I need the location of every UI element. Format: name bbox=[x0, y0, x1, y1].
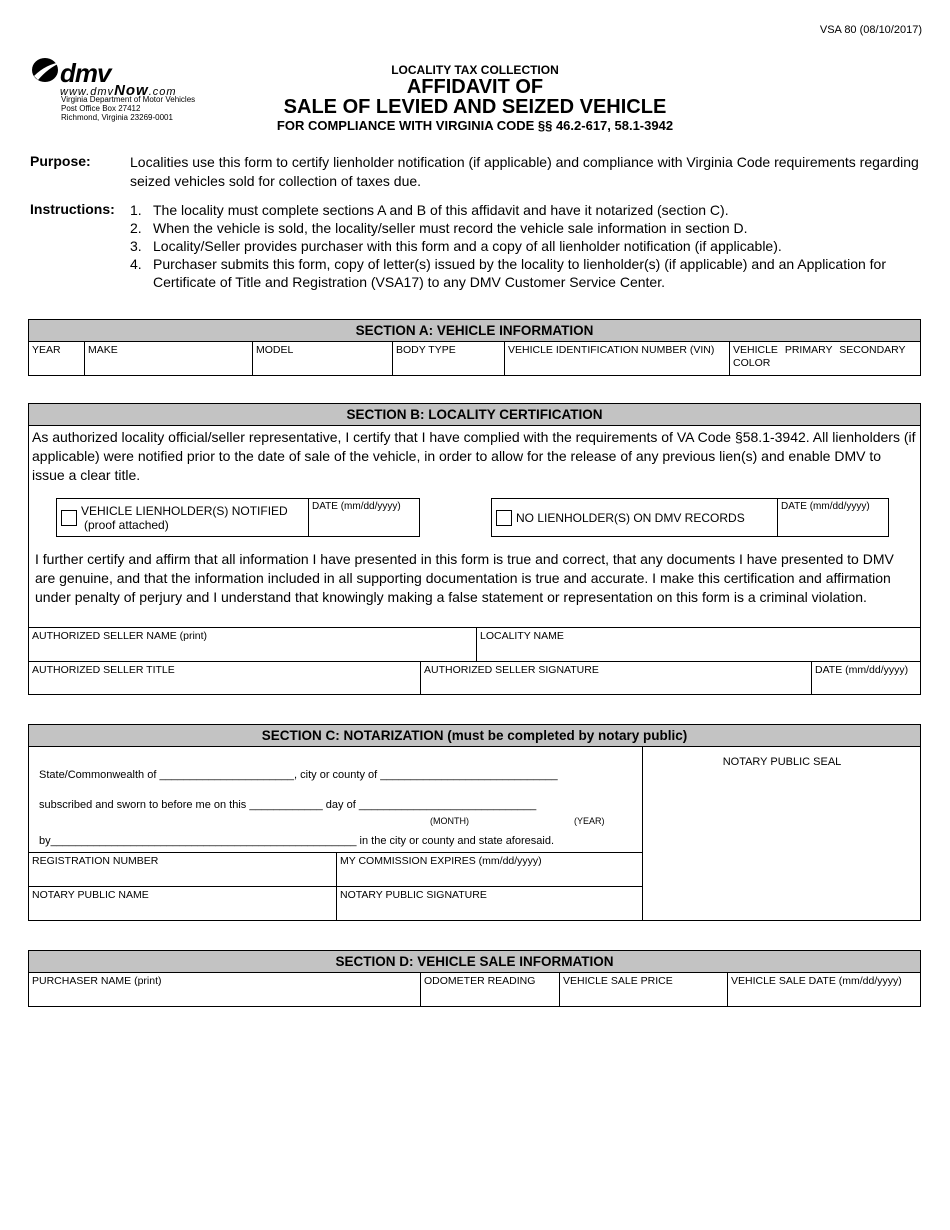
logo-address-line: Virginia Department of Motor Vehicles bbox=[61, 95, 196, 104]
seller-signature-field[interactable]: AUTHORIZED SELLER SIGNATURE bbox=[420, 662, 811, 695]
dmv-logo bbox=[30, 56, 230, 126]
form-code: VSA 80 (08/10/2017) bbox=[819, 24, 922, 36]
no-lienholder-date-field[interactable]: DATE (mm/dd/yyyy) bbox=[781, 501, 870, 512]
dmv-swoosh-icon bbox=[30, 56, 64, 86]
sale-date-field[interactable]: VEHICLE SALE DATE (mm/dd/yyyy) bbox=[727, 973, 920, 1007]
section-b bbox=[28, 403, 921, 695]
no-lienholder-option[interactable] bbox=[492, 499, 778, 536]
logo-address-line: Richmond, Virginia 23269-0001 bbox=[61, 113, 173, 122]
notary-name-field[interactable]: NOTARY PUBLIC NAME bbox=[32, 889, 149, 901]
locality-name-field[interactable]: LOCALITY NAME bbox=[476, 628, 920, 661]
purpose-label: Purpose: bbox=[30, 153, 91, 169]
section-c-title: SECTION C: NOTARIZATION (must be completed by notary public) bbox=[29, 725, 920, 747]
header-code: FOR COMPLIANCE WITH VIRGINIA CODE §§ 46.2-617, 58.1-3942 bbox=[276, 118, 674, 133]
section-d bbox=[28, 950, 921, 1007]
vin-field[interactable]: VEHICLE IDENTIFICATION NUMBER (VIN) bbox=[504, 342, 729, 376]
notary-signature-field[interactable]: NOTARY PUBLIC SIGNATURE bbox=[336, 887, 643, 921]
year-field[interactable]: YEAR bbox=[32, 344, 61, 356]
lienholder-notified-checkbox[interactable] bbox=[61, 510, 77, 526]
section-a bbox=[28, 319, 921, 376]
no-lienholder-label: NO LIENHOLDER(S) ON DMV RECORDS bbox=[516, 510, 745, 525]
seller-name-field[interactable]: AUTHORIZED SELLER NAME (print) bbox=[32, 630, 208, 642]
month-caption: (MONTH) bbox=[430, 816, 469, 826]
odometer-field[interactable]: ODOMETER READING bbox=[420, 973, 559, 1007]
section-a-title: SECTION A: VEHICLE INFORMATION bbox=[29, 320, 920, 342]
notary-state-line[interactable]: State/Commonwealth of ______________________, city or county of _____________________________ bbox=[39, 769, 558, 781]
registration-number-field[interactable]: REGISTRATION NUMBER bbox=[32, 855, 159, 867]
instruction-item: 3. Locality/Seller provides purchaser with this form and a copy of all lienholder notification (if applicable). bbox=[130, 238, 782, 254]
section-d-title: SECTION D: VEHICLE SALE INFORMATION bbox=[29, 951, 920, 973]
certification-text: As authorized locality official/seller representative, I certify that I have complied with the requirements of VA Code §58.1-3942. All lienholders (if applicable) were notified prior to the date of sale of the vehicle, in order to allow for the release of any previous lien(s) and enable DMV to issue a clear title. bbox=[32, 429, 916, 483]
year-caption: (YEAR) bbox=[574, 816, 605, 826]
lienholder-notified-label: VEHICLE LIENHOLDER(S) NOTIFIED bbox=[81, 503, 288, 518]
logo-address bbox=[61, 95, 195, 122]
notary-sworn-line[interactable]: subscribed and sworn to before me on this ____________ day of _____________________________ bbox=[39, 799, 537, 811]
model-field[interactable]: MODEL bbox=[252, 342, 392, 376]
make-field[interactable]: MAKE bbox=[84, 342, 252, 376]
instructions-list bbox=[130, 201, 920, 291]
notary-by-line[interactable]: by__________________________________________________ in the city or county and state aforesaid. bbox=[39, 835, 555, 847]
page-title bbox=[240, 77, 710, 117]
notary-seal-area: NOTARY PUBLIC SEAL bbox=[722, 756, 842, 768]
section-c bbox=[28, 724, 921, 921]
lienholder-notified-sublabel: (proof attached) bbox=[84, 517, 169, 532]
logo-brand: dmv bbox=[60, 58, 111, 88]
logo-url-suffix: .com bbox=[148, 86, 177, 98]
commission-expires-field[interactable]: MY COMMISSION EXPIRES (mm/dd/yyyy) bbox=[336, 853, 643, 886]
purchaser-name-field[interactable]: PURCHASER NAME (print) bbox=[32, 975, 162, 987]
instruction-item: 4. Purchaser submits this form, copy of letter(s) issued by the locality to lienholder(s) (if applicable) and an Application for Certificate of Title and Registration (VSA17) to any DMV Customer Service Center. bbox=[130, 256, 887, 290]
seller-date-field[interactable]: DATE (mm/dd/yyyy) bbox=[811, 662, 920, 695]
instruction-item: 1. The locality must complete sections A and B of this affidavit and have it notarized (section C). bbox=[130, 202, 729, 218]
logo-address-line: Post Office Box 27412 bbox=[61, 104, 141, 113]
lienholder-notified-box bbox=[56, 498, 420, 537]
seller-title-field[interactable]: AUTHORIZED SELLER TITLE bbox=[32, 664, 175, 676]
body-type-field[interactable]: BODY TYPE bbox=[392, 342, 504, 376]
no-lienholder-checkbox[interactable] bbox=[496, 510, 512, 526]
no-lienholder-box bbox=[491, 498, 889, 537]
instructions-label: Instructions: bbox=[30, 201, 115, 217]
title-line-1: AFFIDAVIT OF bbox=[406, 76, 544, 98]
section-b-title: SECTION B: LOCALITY CERTIFICATION bbox=[29, 404, 920, 426]
sale-price-field[interactable]: VEHICLE SALE PRICE bbox=[559, 973, 727, 1007]
header-subtitle: LOCALITY TAX COLLECTION bbox=[391, 63, 559, 77]
purpose-text: Localities use this form to certify lienholder notification (if applicable) and compliance with Virginia Code requirements regarding seized vehicles sold for collection of taxes due. bbox=[130, 154, 919, 189]
affirmation-text: I further certify and affirm that all information I have presented in this form is true and correct, that any documents I have presented to DMV are genuine, and that the information included in all supporting documentation is true and accurate. I make this certification and affirmation under penalty of perjury and I understand that knowingly making a false statement or representation on this form is a criminal violation. bbox=[35, 551, 894, 605]
instruction-item: 2. When the vehicle is sold, the locality/seller must record the vehicle sale information in section D. bbox=[130, 220, 748, 236]
title-line-2: SALE OF LEVIED AND SEIZED VEHICLE bbox=[283, 96, 667, 118]
logo-url-now: Now bbox=[114, 82, 149, 99]
lienholder-notified-option[interactable] bbox=[57, 499, 309, 536]
lienholder-date-field[interactable]: DATE (mm/dd/yyyy) bbox=[312, 501, 401, 512]
logo-url-prefix: www.dmv bbox=[60, 86, 115, 98]
color-field[interactable]: VEHICLE PRIMARY SECONDARY COLOR bbox=[729, 342, 920, 376]
